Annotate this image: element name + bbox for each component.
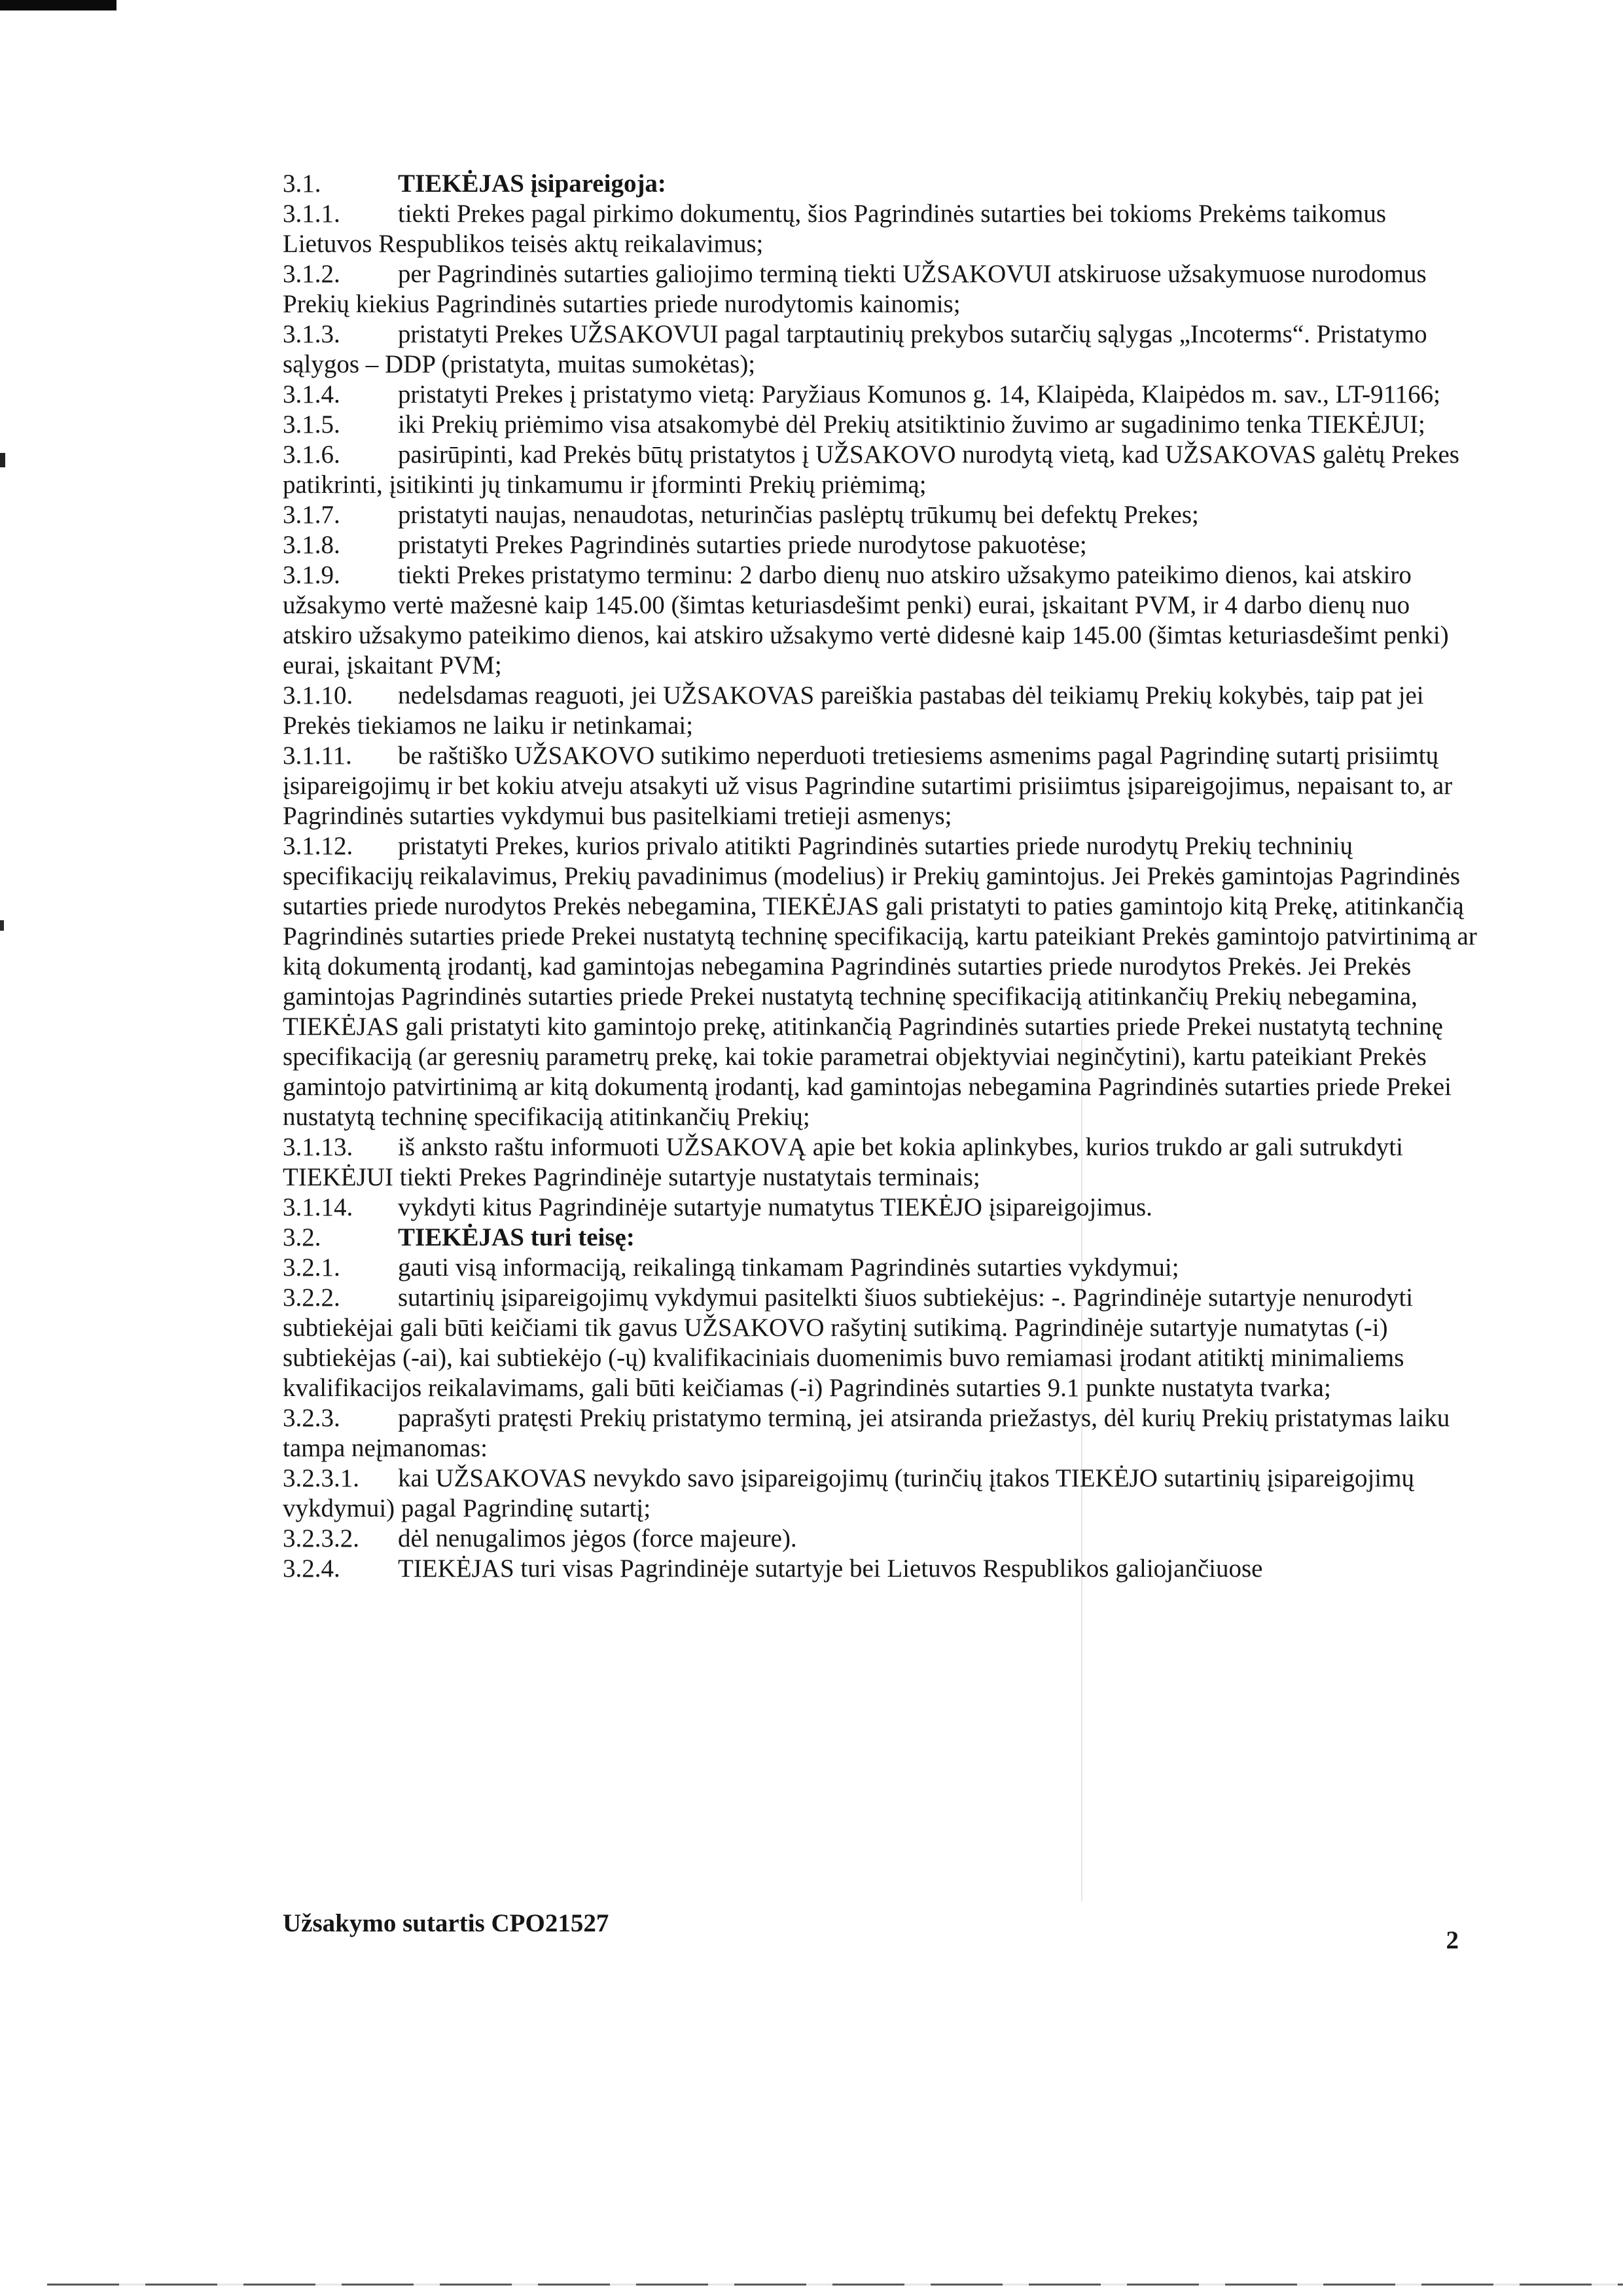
clause-number: 3.1.14. xyxy=(283,1193,353,1221)
clause xyxy=(283,440,1477,500)
clause xyxy=(283,1524,1477,1554)
clause-heading xyxy=(283,1223,1477,1253)
scan-artifact-left-speck xyxy=(0,920,4,931)
clause xyxy=(283,1463,1477,1524)
contract-reference: Užsakymo sutartis CPO21527 xyxy=(283,1909,609,1937)
clause xyxy=(283,741,1477,831)
clause-heading xyxy=(283,169,1477,199)
clause xyxy=(283,199,1477,259)
clause-number: 3.1.1. xyxy=(283,200,340,228)
clause-number: 3.1.10. xyxy=(283,681,353,709)
clause-text: paprašyti pratęsti Prekių pristatymo terminą, jei atsiranda priežastys, dėl kurių Prekių pristatymas laiku tampa neįmanomas: xyxy=(283,1404,1450,1462)
clause xyxy=(283,560,1477,681)
clause-number: 3.1.11. xyxy=(283,742,352,770)
clause xyxy=(283,500,1477,530)
clause-text: tiekti Prekes pristatymo terminu: 2 darbo dienų nuo atskiro užsakymo pateikimo dienos, kai atskiro užsakymo vertė mažesnė kaip 145.00 (šimtas keturiasdešimt penki) eurai, įskaitant PVM, ir 4 darbo dienų nuo atskiro užsakymo pateikimo dienos, kai atskiro užsakymo vertė didesnė kaip 145.00 (šimtas keturiasdešimt penki) eurai, įskaitant PVM; xyxy=(283,561,1449,679)
clause-number: 3.1.13. xyxy=(283,1133,353,1161)
clause xyxy=(283,1132,1477,1193)
clause-text: be raštiško UŽSAKOVO sutikimo neperduoti tretiesiems asmenims pagal Pagrindinę sutartį prisiimtų įsipareigojimų ir bet kokiu atveju atsakyti už visus Pagrindine sutartimi prisiimtus įsipareigojimus, nepaisant to, ar Pagrindinės sutarties vykdymui bus pasitelkiami tretieji asmenys; xyxy=(283,742,1453,830)
clause xyxy=(283,380,1477,410)
page-number: 2 xyxy=(1446,1926,1459,1954)
clause-text: TIEKĖJAS turi visas Pagrindinėje sutartyje bei Lietuvos Respublikos galiojančiuose xyxy=(398,1554,1263,1583)
clause-text: nedelsdamas reaguoti, jei UŽSAKOVAS pareiškia pastabas dėl teikiamų Prekių kokybės, taip pat jei Prekės tiekiamos ne laiku ir netinkamai; xyxy=(283,681,1424,740)
clause-text: iki Prekių priėmimo visa atsakomybė dėl Prekių atsitiktinio žuvimo ar sugadinimo tenka TIEKĖJUI; xyxy=(398,410,1425,439)
clause xyxy=(283,1554,1477,1584)
clause-number: 3.1.6. xyxy=(283,440,340,469)
clause-text: TIEKĖJAS įsipareigoja: xyxy=(398,170,666,198)
clause xyxy=(283,410,1477,440)
clause-text: kai UŽSAKOVAS nevykdo savo įsipareigojimų (turinčių įtakos TIEKĖJO sutartinių įsipareigojimų vykdymui) pagal Pagrindinę sutartį; xyxy=(283,1464,1414,1522)
clause-number: 3.2.3.1. xyxy=(283,1464,359,1492)
clause-number: 3.2.1. xyxy=(283,1253,340,1282)
clause-text: dėl nenugalimos jėgos (force majeure). xyxy=(398,1524,797,1552)
clause xyxy=(283,831,1477,1132)
clause-text: tiekti Prekes pagal pirkimo dokumentų, šios Pagrindinės sutarties bei tokioms Prekėms taikomus Lietuvos Respublikos teisės aktų reikalavimus; xyxy=(283,200,1386,258)
clause xyxy=(283,259,1477,319)
clause xyxy=(283,530,1477,560)
clause-number: 3.1.8. xyxy=(283,531,340,559)
clause-text: pristatyti Prekes, kurios privalo atitikti Pagrindinės sutarties priede nurodytų Prekių techninių specifikacijų reikalavimus, Prekių pavadinimus (modelius) ir Prekių gamintojus. Jei Prekės gamintojas Pagrindinės sutarties priede nurodytos Prekės nebegamina, TIEKĖJAS gali pristatyti to paties gamintojo kitą Prekę, atitinkančią Pagrindinės sutarties priede Prekei nustatytą techninę specifikaciją, kartu pateikiant Prekės gamintojo patvirtinimą ar kitą dokumentą įrodantį, kad gamintojas nebegamina Pagrindinės sutarties priede nurodytos Prekės. Jei Prekės gamintojas Pagrindinės sutarties priede Prekei nustatytą techninę specifikaciją atitinkančių Prekių nebegamina, TIEKĖJAS gali pristatyti kito gamintojo prekę, atitinkančią Pagrindinės sutarties priede Prekei nustatytą techninę specifikaciją (ar geresnių parametrų prekę, kai tokie parametrai objektyviai neginčytini), kartu pateikiant Prekės gamintojo patvirtinimą ar kitą dokumentą įrodantį, kad gamintojas nebegamina Pagrindinės sutarties priede Prekei nustatytą techninę specifikaciją atitinkančių Prekių; xyxy=(283,832,1477,1131)
clause xyxy=(283,1403,1477,1463)
clause-text: vykdyti kitus Pagrindinėje sutartyje numatytus TIEKĖJO įsipareigojimus. xyxy=(398,1193,1152,1221)
clause-text: gauti visą informaciją, reikalingą tinkamam Pagrindinės sutarties vykdymui; xyxy=(398,1253,1179,1282)
clause-text: sutartinių įsipareigojimų vykdymui pasitelkti šiuos subtiekėjus: -. Pagrindinėje sutartyje nenurodyti subtiekėjai gali būti keičiami tik gavus UŽSAKOVO rašytinį sutikimą. Pagrindinėje sutartyje numatytas (-i) subtiekėjas (-ai), kai subtiekėjo (-ų) kvalifikaciniais duomenimis buvo remiamasi įrodant atitiktį minimaliems kvalifikacijos reikalavimams, gali būti keičiamas (-i) Pagrindinės sutarties 9.1 punkte nustatyta tvarka; xyxy=(283,1283,1414,1402)
clause-number: 3.1.3. xyxy=(283,320,340,348)
clause-number: 3.1.2. xyxy=(283,260,340,288)
clause-number: 3.1.5. xyxy=(283,410,340,439)
clause-text: TIEKĖJAS turi teisę: xyxy=(398,1223,635,1251)
scan-artifact-top-left-bar xyxy=(0,0,116,10)
clause xyxy=(283,1253,1477,1283)
clause-text: pristatyti Prekes UŽSAKOVUI pagal tarptautinių prekybos sutarčių sąlygas „Incoterms“. Pristatymo sąlygos – DDP (pristatyta, muitas sumokėtas); xyxy=(283,320,1427,378)
clause-number: 3.2.4. xyxy=(283,1554,340,1583)
clause-number: 3.2.3.2. xyxy=(283,1524,359,1552)
clause-number: 3.2.3. xyxy=(283,1404,340,1432)
clause-text: pristatyti naujas, nenaudotas, neturinčias paslėptų trūkumų bei defektų Prekes; xyxy=(398,501,1199,529)
clause-text: pasirūpinti, kad Prekės būtų pristatytos į UŽSAKOVO nurodytą vietą, kad UŽSAKOVAS galėtų Prekes patikrinti, įsitikinti jų tinkamumu ir įforminti Prekių priėmimą; xyxy=(283,440,1459,499)
clause-number: 3.1.7. xyxy=(283,501,340,529)
clause xyxy=(283,319,1477,380)
scan-artifact-left-speck xyxy=(0,453,5,467)
clause-text: pristatyti Prekes Pagrindinės sutarties priede nurodytose pakuotėse; xyxy=(398,531,1087,559)
clause-number: 3.2.2. xyxy=(283,1283,340,1312)
clause-text: pristatyti Prekes į pristatymo vietą: Paryžiaus Komunos g. 14, Klaipėda, Klaipėdos m. sav., LT-91166; xyxy=(398,380,1441,408)
clause-number: 3.1.9. xyxy=(283,561,340,589)
clause-text: iš anksto raštu informuoti UŽSAKOVĄ apie bet kokia aplinkybes, kurios trukdo ar gali sutrukdyti TIEKĖJUI tiekti Prekes Pagrindinėje sutartyje nustatytais terminais; xyxy=(283,1133,1403,1191)
clause-number: 3.2. xyxy=(283,1223,321,1251)
clause-number: 3.1.4. xyxy=(283,380,340,408)
clause xyxy=(283,1193,1477,1223)
clause xyxy=(283,681,1477,741)
clause-list xyxy=(283,169,1477,1584)
clause xyxy=(283,1283,1477,1403)
clause-number: 3.1.12. xyxy=(283,832,353,860)
clause-text: per Pagrindinės sutarties galiojimo terminą tiekti UŽSAKOVUI atskiruose užsakymuose nurodomus Prekių kiekius Pagrindinės sutarties priede nurodytomis kainomis; xyxy=(283,260,1427,318)
clause-number: 3.1. xyxy=(283,170,321,198)
scan-artifact-bottom-line xyxy=(47,2284,1623,2286)
